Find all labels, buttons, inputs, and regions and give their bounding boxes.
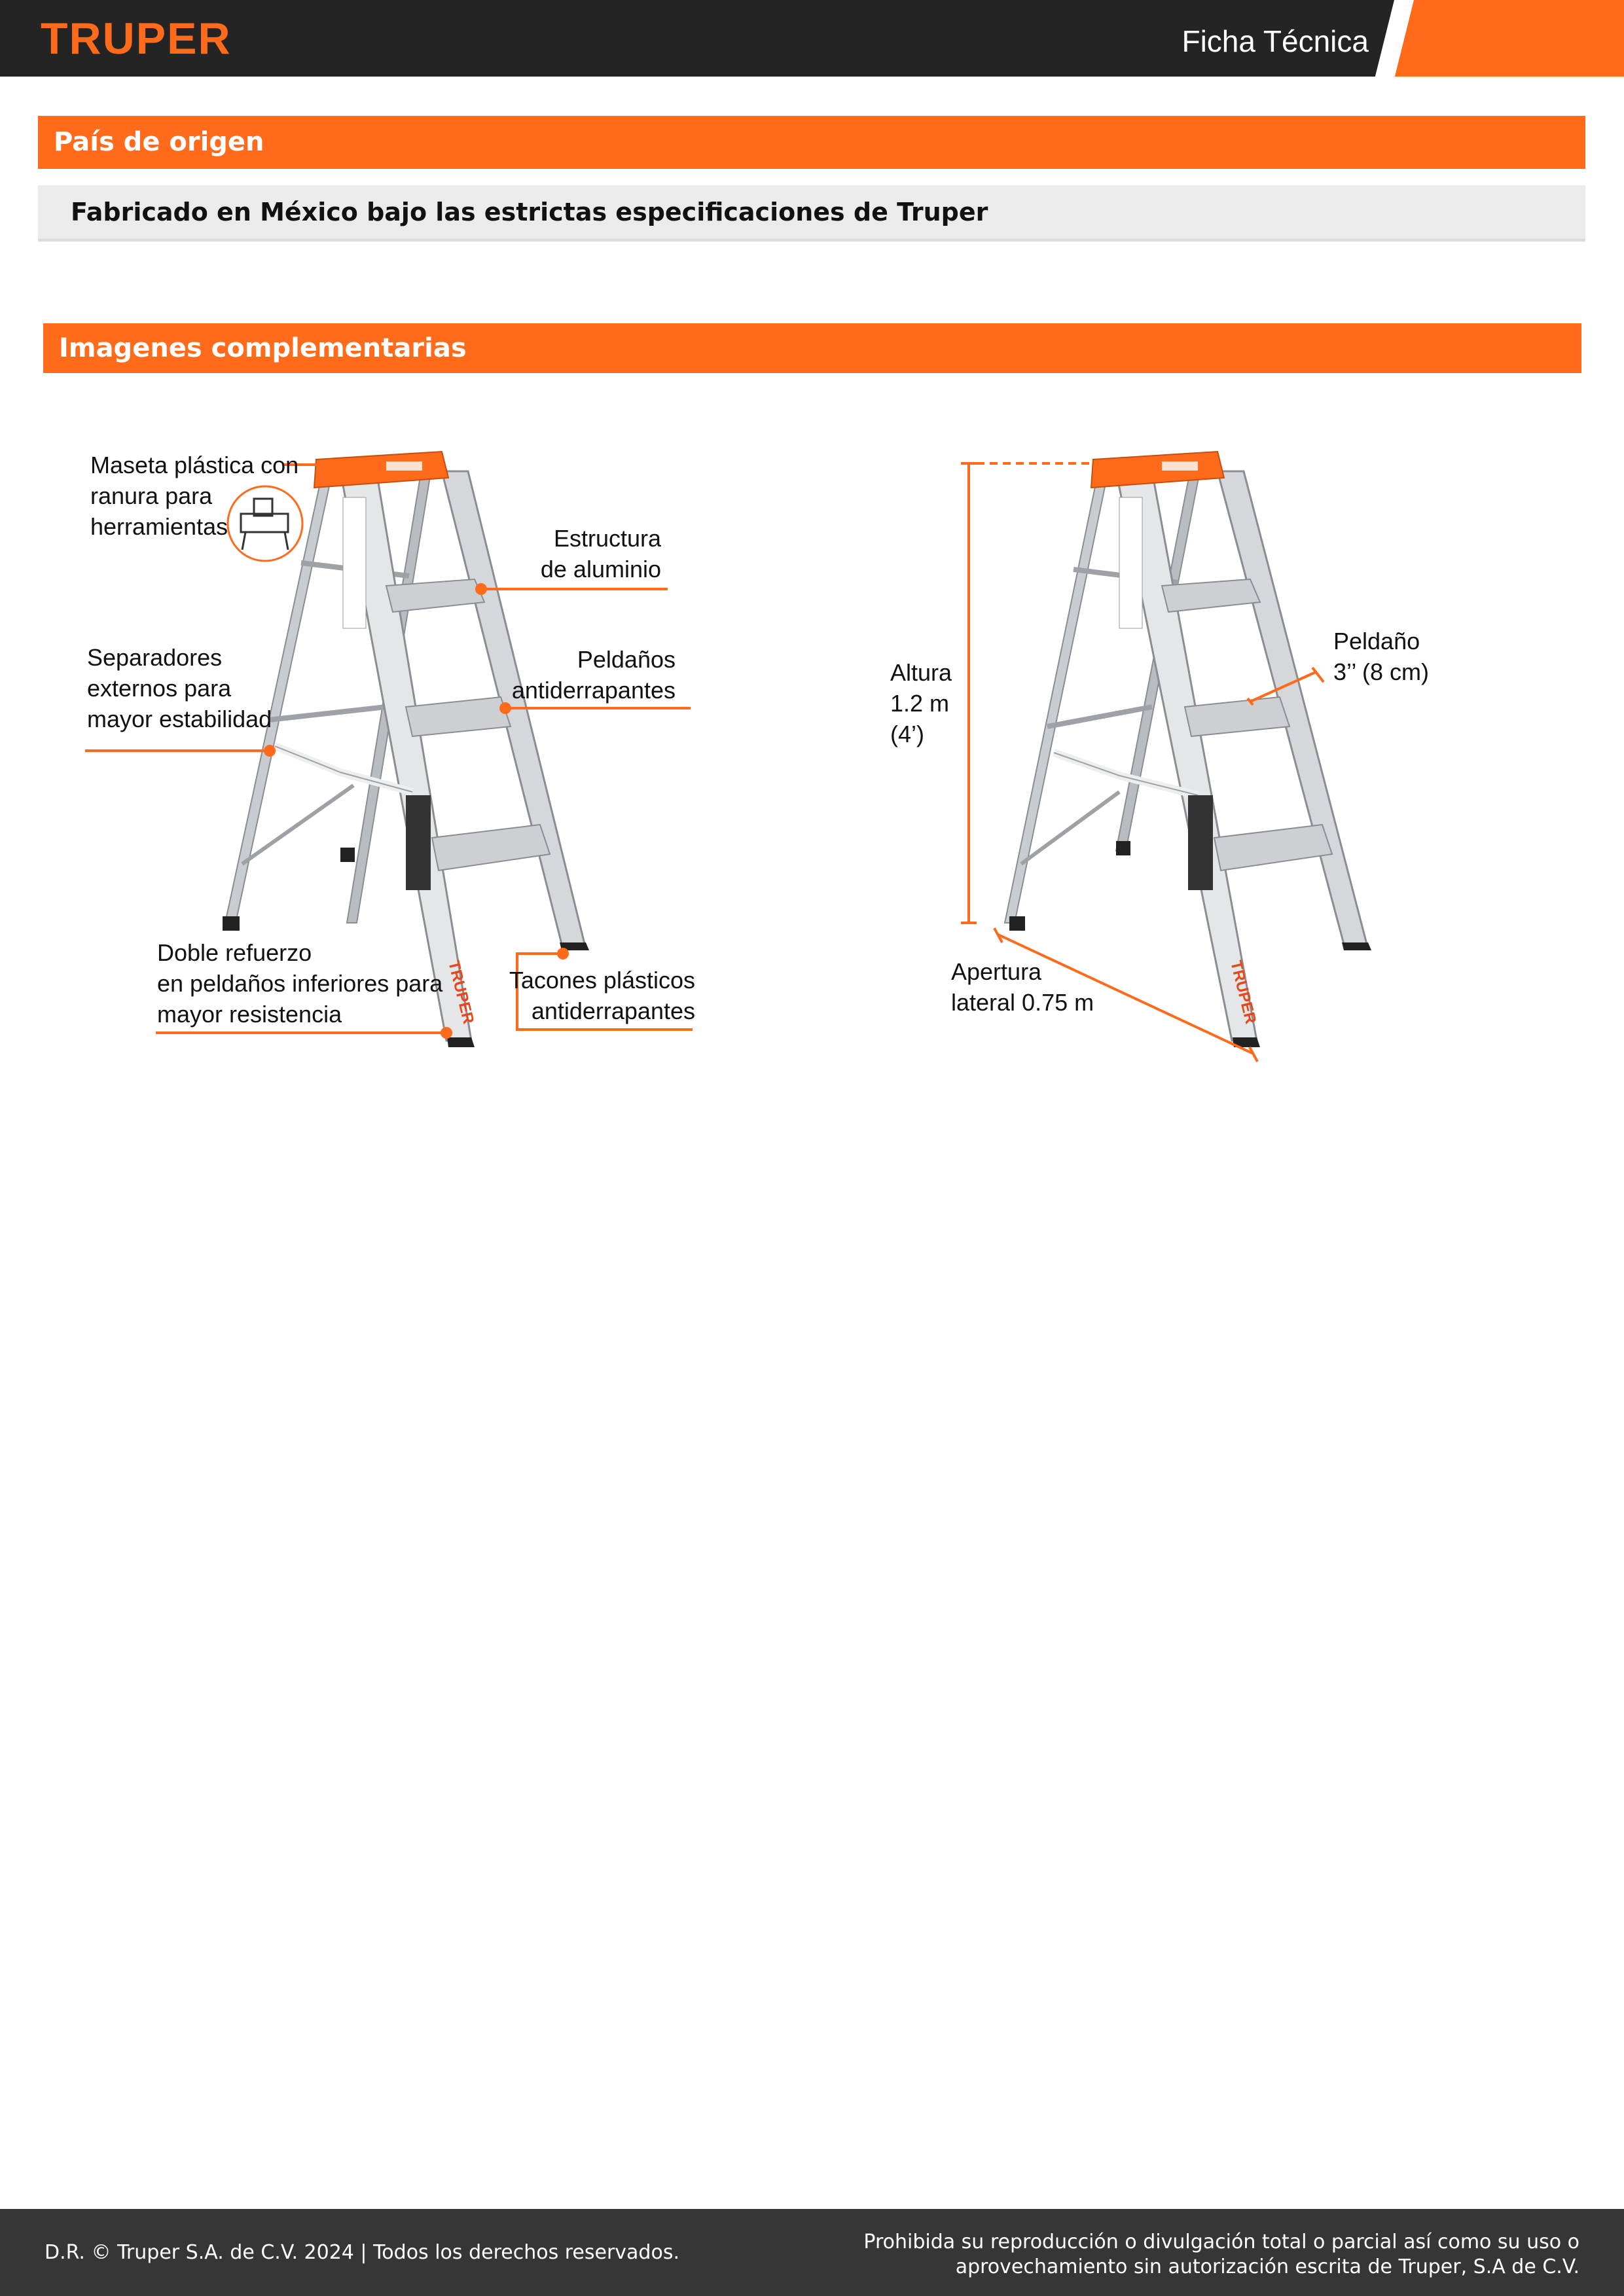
dimension-altura-line3: (4’) [890, 721, 924, 747]
origin-text: Fabricado en México bajo las estrictas especificaciones de Truper [38, 185, 1585, 242]
callout-doble-line2: en peldaños inferiores para [157, 970, 443, 997]
callout-doble-line1: Doble refuerzo [157, 939, 312, 966]
dimension-peldano-inches: 3’’ [1333, 658, 1356, 685]
callout-peldanos-line1: Peldaños [577, 646, 676, 673]
page-footer [0, 2209, 1624, 2296]
tool-tray-inset [228, 486, 302, 561]
document-title: Ficha Técnica [1182, 24, 1369, 58]
callout-maseta-line1: Maseta plástica con [90, 452, 299, 478]
dimension-apertura-line2: lateral 0.75 m [951, 989, 1094, 1016]
ladder-brand-label-2: TRUPER [1227, 958, 1260, 1026]
ladder-features-figure [65, 419, 720, 1060]
dimension-peldano-line1: Peldaño [1333, 628, 1420, 655]
ladder-brand-label: TRUPER [444, 958, 478, 1026]
dimension-peldano-cm: (8 cm) [1356, 658, 1430, 685]
origin-heading: País de origen [38, 116, 1585, 169]
ladder-dimensions-figure [857, 419, 1486, 1073]
dimension-altura-line1: Altura [890, 659, 952, 686]
ladder-illustration-2 [1005, 452, 1371, 1047]
callout-maseta-line2: ranura para [90, 482, 213, 509]
footer-legal [863, 2230, 1579, 2280]
callout-tacones-line2: antiderrapantes [531, 997, 695, 1024]
dimension-peldano-line2 [1333, 658, 1429, 685]
dimension-altura-line2: 1.2 m [890, 690, 950, 717]
header-orange-stripe [1395, 0, 1624, 77]
footer-legal-line1: Prohibida su reproducción o divulgación total o parcial así como su uso o [863, 2231, 1579, 2253]
dimension-apertura-line1: Apertura [951, 958, 1042, 985]
callout-tacones-line1: Tacones plásticos [509, 967, 695, 994]
callout-estructura-line1: Estructura [553, 525, 661, 552]
callout-doble-line3: mayor resistencia [157, 1001, 342, 1028]
callout-separadores-line3: mayor estabilidad [87, 706, 272, 732]
footer-legal-line2: aprovechamiento sin autorización escrita de Truper, S.A de C.V. [955, 2255, 1579, 2278]
truper-logo: TRUPER [41, 14, 232, 63]
footer-copyright: D.R. © Truper S.A. de C.V. 2024 | Todos los derechos reservados. [45, 2241, 679, 2264]
callout-peldanos-line2: antiderrapantes [511, 677, 676, 704]
images-heading: Imagenes complementarias [43, 323, 1581, 373]
callout-estructura-line2: de aluminio [540, 556, 661, 583]
callout-maseta-line3: herramientas [90, 513, 228, 540]
callout-separadores-line2: externos para [87, 675, 232, 702]
callout-separadores-line1: Separadores [87, 644, 223, 671]
page-header [0, 0, 1624, 77]
